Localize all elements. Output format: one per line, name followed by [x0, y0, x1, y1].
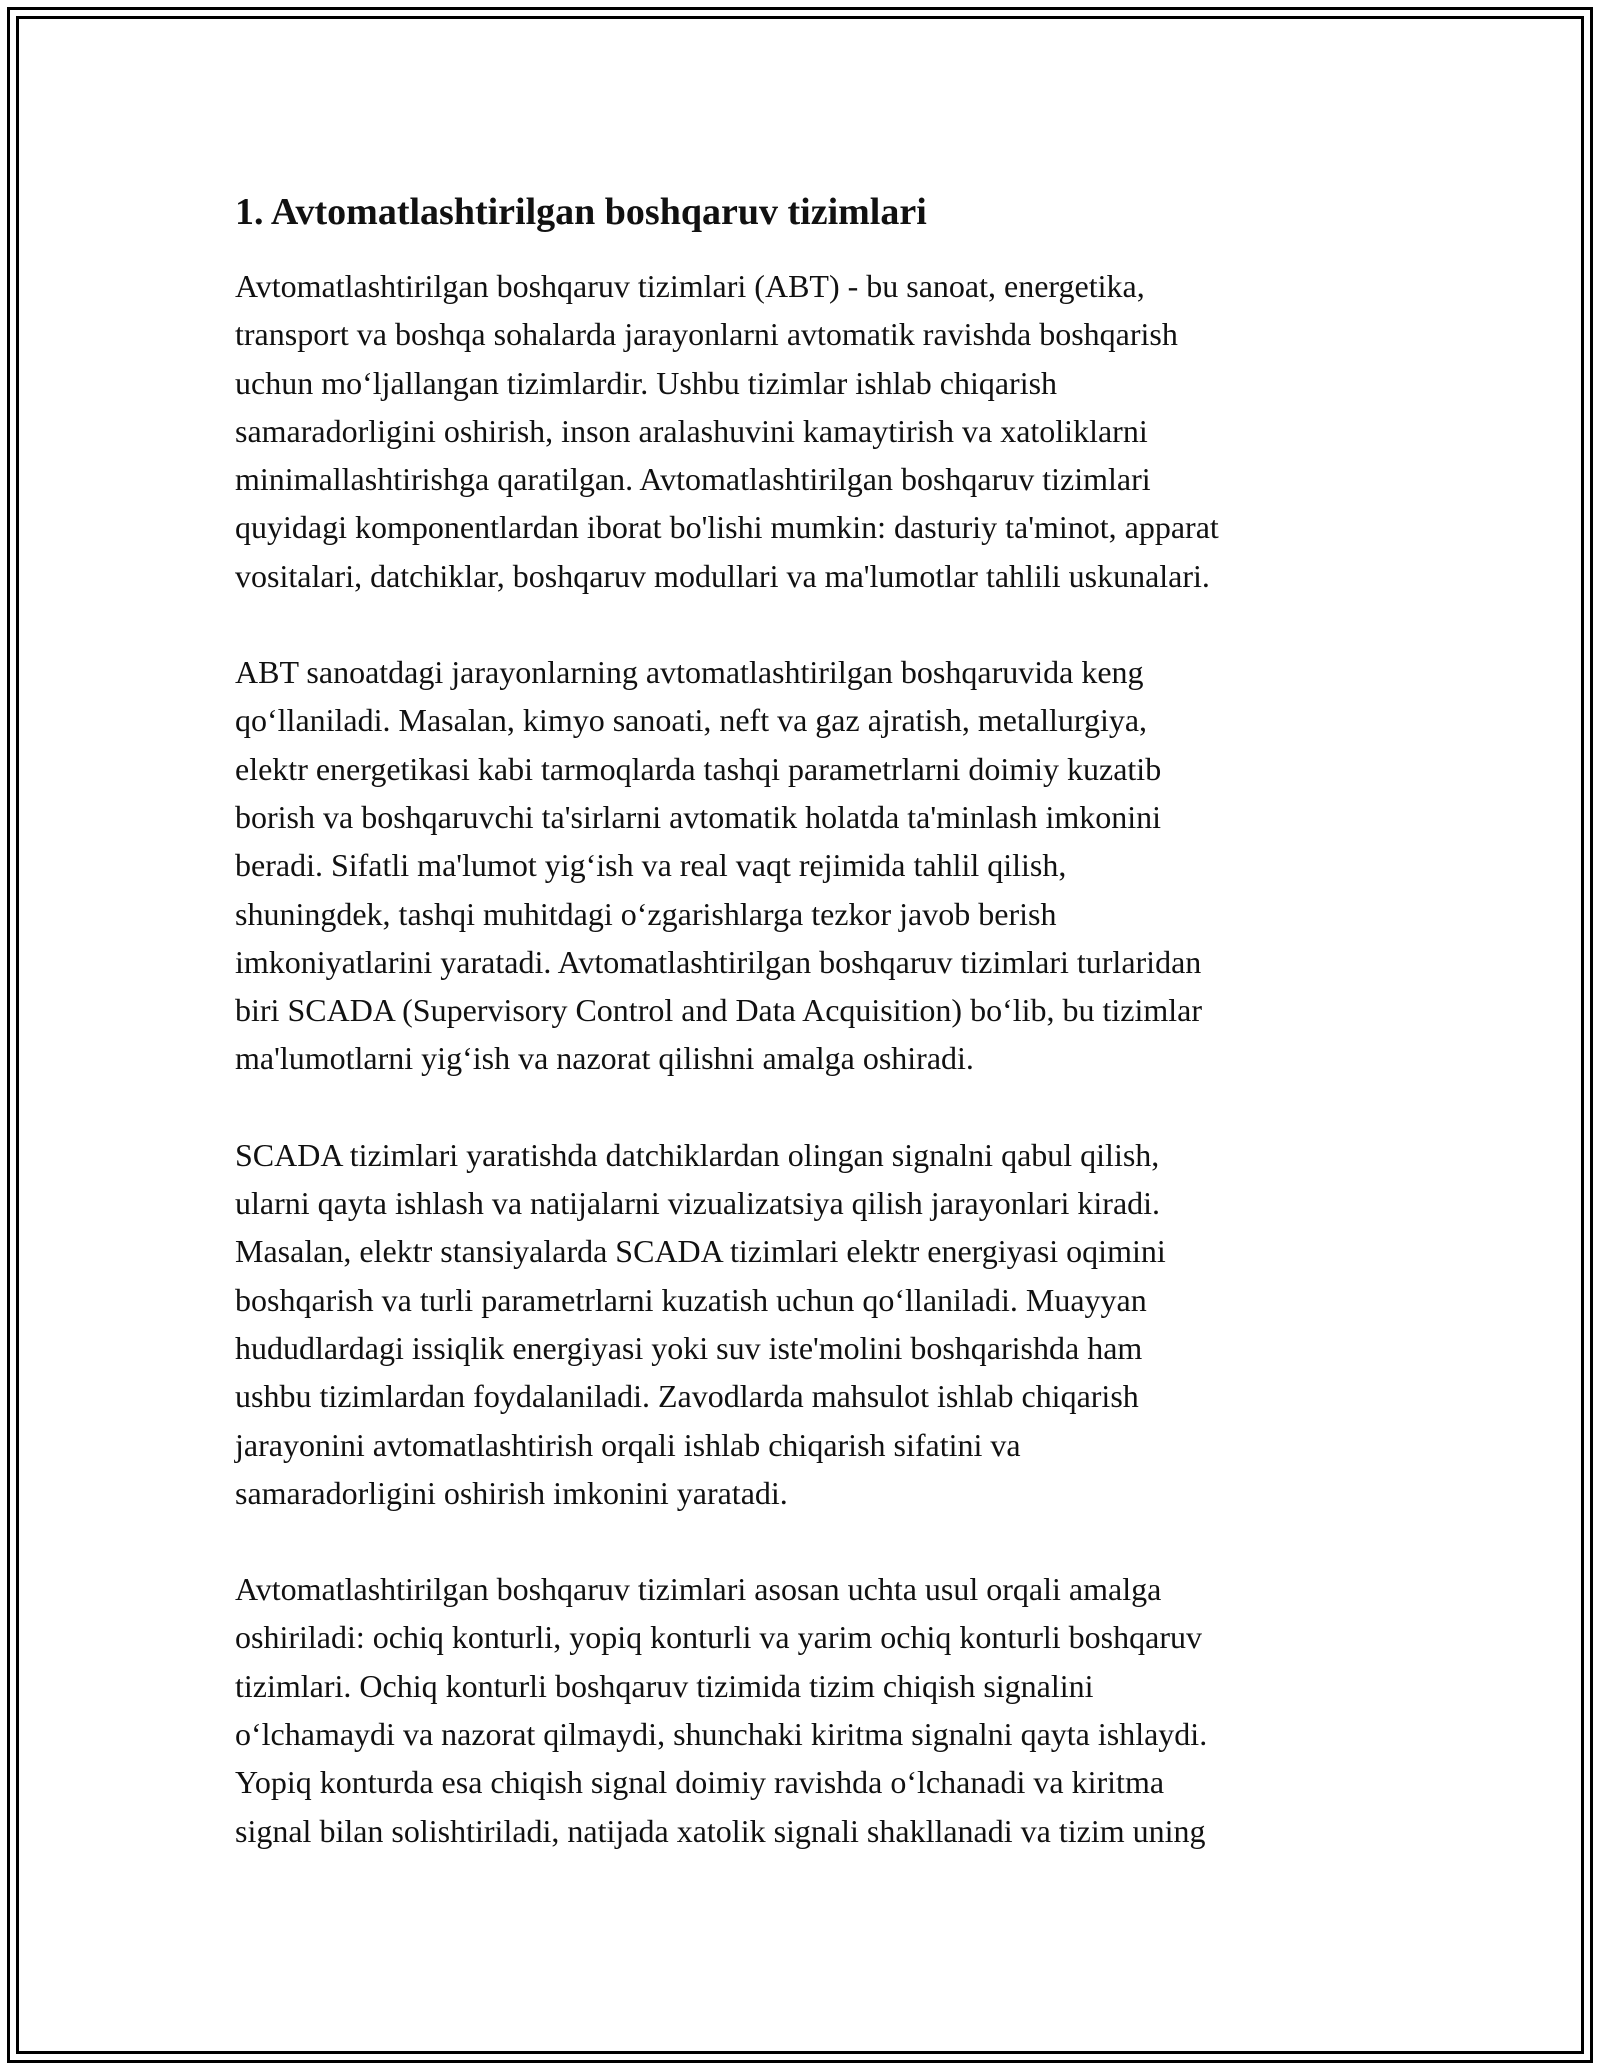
paragraph-abt-industry-use: ABT sanoatdagi jarayonlarning avtomatlashtirilgan boshqaruvida keng qoʻllaniladi. Masalan, kimyo sanoati, neft va gaz ajratish, metallurgiya, elektr energetikasi kabi tarmoqlarda tashqi parametrlarni doimiy kuzatib borish va boshqaruvchi ta'sirlarni avtomatik holatda ta'minlash imkonini beradi. Sifatli ma'lumot yigʻish va real vaqt rejimida tahlil qilish, shuningdek, tashqi muhitdagi oʻzgarishlarga tezkor javob berish imkoniyatlarini yaratadi. Avtomatlashtirilgan boshqaruv tizimlari turlaridan biri SCADA (Supervisory Control and Data Acquisition) boʻlib, bu tizimlar ma'lumotlarni yigʻish va nazorat qilishni amalga oshiradi. — [235, 654, 1203, 1077]
paragraph-scada-systems: SCADA tizimlari yaratishda datchiklardan olingan signalni qabul qilish, ularni qayta ishlash va natijalarni vizualizatsiya qilish jarayonlari kiradi. Masalan, elektr stansiyalarda SCADA tizimlari elektr energiyasi oqimini boshqarish va turli parametrlarni kuzatish uchun qoʻllaniladi. Muayyan hududlardagi issiqlik energiyasi yoki suv iste'molini boshqarishda ham ushbu tizimlardan foydalaniladi. Zavodlarda mahsulot ishlab chiqarish jarayonini avtomatlashtirish orqali ishlab chiqarish sifatini va samaradorligini oshirish imkonini yaratadi. — [235, 1136, 1166, 1511]
document-body — [235, 188, 1375, 1903]
paragraph-control-methods: Avtomatlashtirilgan boshqaruv tizimlari asosan uchta usul orqali amalga oshiriladi: ochiq konturli, yopiq konturli va yarim ochiq konturli boshqaruv tizimlari. Ochiq konturli boshqaruv tizimida tizim chiqish signalini oʻlchamaydi va nazorat qilmaydi, shunchaki kiritma signalni qayta ishlaydi. Yopiq konturda esa chiqish signal doimiy ravishda oʻlchanadi va kiritma signal bilan solishtiriladi, natijada xatolik signali shakllanadi va tizim uning — [235, 1571, 1208, 1849]
section-heading: 1. Avtomatlashtirilgan boshqaruv tizimlari — [235, 191, 927, 233]
paragraph-abt-definition: Avtomatlashtirilgan boshqaruv tizimlari (ABT) - bu sanoat, energetika, transport va boshqa sohalarda jarayonlarni avtomatik ravishda boshqarish uchun moʻljallangan tizimlardir. Ushbu tizimlar ishlab chiqarish samaradorligini oshirish, inson aralashuvini kamaytirish va xatoliklarni minimallashtirishga qaratilgan. Avtomatlashtirilgan boshqaruv tizimlari quyidagi komponentlardan iborat bo'lishi mumkin: dasturiy ta'minot, apparat vositalari, datchiklar, boshqaruv modullari va ma'lumotlar tahlili uskunalari. — [235, 268, 1219, 594]
